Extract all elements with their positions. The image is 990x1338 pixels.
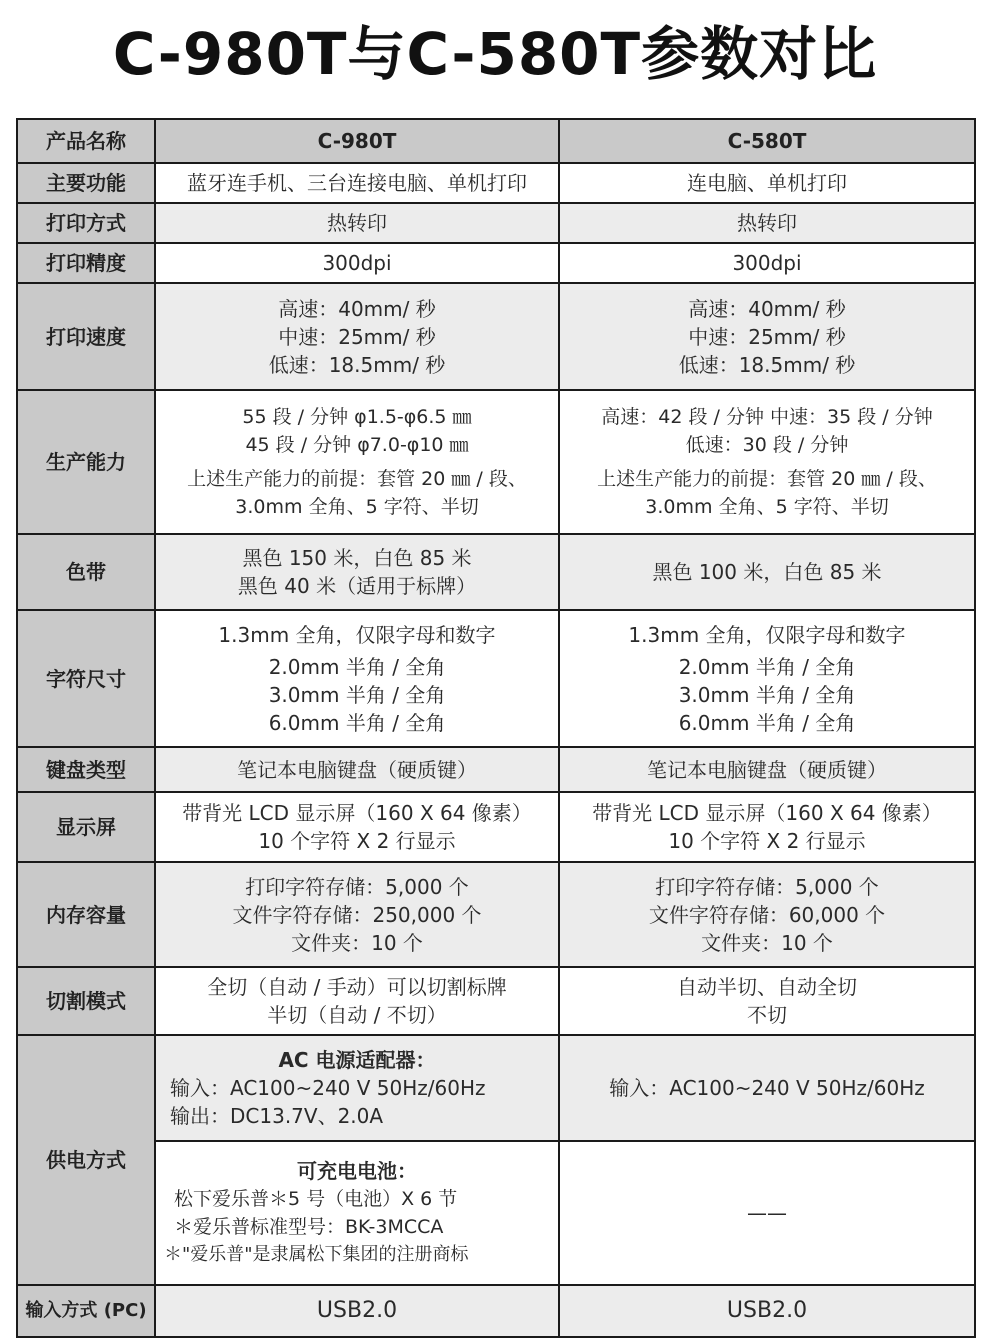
header-label: 产品名称 (17, 119, 155, 163)
c980t-print-speed: 高速：40mm/ 秒 中速：25mm/ 秒 低速：18.5mm/ 秒 (155, 283, 559, 390)
row-label: 字符尺寸 (17, 610, 155, 747)
c980t-capacity: 55 段 / 分钟 φ1.5-φ6.5 ㎜ 45 段 / 分钟 φ7.0-φ10 ㎜ 上述生产能力的前提：套管 20 ㎜ / 段、 3.0mm 全角、5 字符、半切 (155, 390, 559, 534)
c580t-print-precision: 300dpi (559, 243, 975, 283)
c580t-ribbon: 黑色 100 米，白色 85 米 (559, 534, 975, 610)
row-ribbon (17, 534, 975, 610)
c980t-power-adapter: AC 电源适配器： 输入：AC100~240 V 50Hz/60Hz 输出：DC13.7V、2.0A (155, 1035, 559, 1141)
row-print-speed (17, 283, 975, 390)
c980t-char-size: 1.3mm 全角，仅限字母和数字 2.0mm 半角 / 全角 3.0mm 半角 / 全角 6.0mm 半角 / 全角 (155, 610, 559, 747)
row-label: 主要功能 (17, 163, 155, 203)
c580t-input: USB2.0 (559, 1285, 975, 1337)
c980t-display: 带背光 LCD 显示屏（160 X 64 像素） 10 个字符 X 2 行显示 (155, 792, 559, 862)
row-label: 内存容量 (17, 862, 155, 967)
c580t-main-function: 连电脑、单机打印 (559, 163, 975, 203)
row-memory (17, 862, 975, 967)
c980t-ribbon: 黑色 150 米，白色 85 米 黑色 40 米（适用于标牌） (155, 534, 559, 610)
row-capacity (17, 390, 975, 534)
row-cut-mode (17, 967, 975, 1035)
row-label: 切割模式 (17, 967, 155, 1035)
c980t-power-battery: 可充电电池： 松下爱乐普＊5 号（电池）X 6 节 ＊爱乐普标准型号：BK-3MCCA ＊"爱乐普"是隶属松下集团的注册商标 (155, 1141, 559, 1285)
row-display (17, 792, 975, 862)
c580t-power-battery: —— (559, 1141, 975, 1285)
c580t-print-speed: 高速：40mm/ 秒 中速：25mm/ 秒 低速：18.5mm/ 秒 (559, 283, 975, 390)
c980t-main-function: 蓝牙连手机、三台连接电脑、单机打印 (155, 163, 559, 203)
row-print-method (17, 203, 975, 243)
c580t-display: 带背光 LCD 显示屏（160 X 64 像素） 10 个字符 X 2 行显示 (559, 792, 975, 862)
row-input (17, 1285, 975, 1337)
row-print-precision (17, 243, 975, 283)
header-c580t: C-580T (559, 119, 975, 163)
c580t-char-size: 1.3mm 全角，仅限字母和数字 2.0mm 半角 / 全角 3.0mm 半角 / 全角 6.0mm 半角 / 全角 (559, 610, 975, 747)
row-label: 生产能力 (17, 390, 155, 534)
row-keyboard (17, 747, 975, 792)
row-power-adapter (17, 1035, 975, 1141)
row-label: 供电方式 (17, 1035, 155, 1285)
row-power-battery (17, 1141, 975, 1285)
c980t-print-precision: 300dpi (155, 243, 559, 283)
c980t-input: USB2.0 (155, 1285, 559, 1337)
c580t-keyboard: 笔记本电脑键盘（硬质键） (559, 747, 975, 792)
row-label: 输入方式 (PC) (17, 1285, 155, 1337)
header-row (17, 119, 975, 163)
row-label: 打印精度 (17, 243, 155, 283)
c980t-memory: 打印字符存储：5,000 个 文件字符存储：250,000 个 文件夹：10 个 (155, 862, 559, 967)
c980t-cut-mode: 全切（自动 / 手动）可以切割标牌 半切（自动 / 不切） (155, 967, 559, 1035)
spec-comparison-table (16, 118, 976, 1338)
row-label: 色带 (17, 534, 155, 610)
c580t-capacity: 高速：42 段 / 分钟 中速：35 段 / 分钟 低速：30 段 / 分钟 上述生产能力的前提：套管 20 ㎜ / 段、 3.0mm 全角、5 字符、半切 (559, 390, 975, 534)
row-char-size (17, 610, 975, 747)
c580t-cut-mode: 自动半切、自动全切 不切 (559, 967, 975, 1035)
row-label: 显示屏 (17, 792, 155, 862)
c980t-print-method: 热转印 (155, 203, 559, 243)
c980t-keyboard: 笔记本电脑键盘（硬质键） (155, 747, 559, 792)
page-title: C-980T与C-580T参数对比 (112, 20, 878, 88)
c580t-power-adapter: 输入：AC100~240 V 50Hz/60Hz (559, 1035, 975, 1141)
row-label: 键盘类型 (17, 747, 155, 792)
row-label: 打印速度 (17, 283, 155, 390)
c580t-memory: 打印字符存储：5,000 个 文件字符存储：60,000 个 文件夹：10 个 (559, 862, 975, 967)
row-label: 打印方式 (17, 203, 155, 243)
c580t-print-method: 热转印 (559, 203, 975, 243)
row-main-function (17, 163, 975, 203)
header-c980t: C-980T (155, 119, 559, 163)
